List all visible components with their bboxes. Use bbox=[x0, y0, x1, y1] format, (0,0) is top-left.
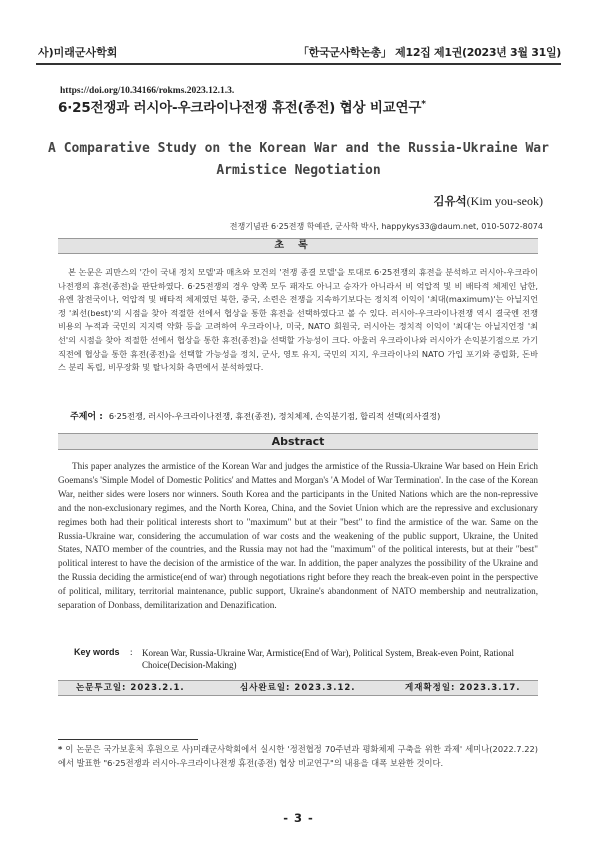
footnote-text: 이 논문은 국가보훈처 후원으로 사)미래군사학회에서 실시한 '정전협정 70주년과 평화체제 구축을 위한 과제' 세미나(2022.7.22)에서 발표한 "6·25전쟁과 러시아-우크라이나전쟁 휴전(종전) 협상 비교연구"의 내용을 대폭 보완한 것이다. bbox=[58, 744, 538, 768]
korean-keywords-label: 주제어 : bbox=[70, 412, 103, 422]
author-name-ko: 김유석 bbox=[433, 194, 467, 208]
korean-keywords bbox=[70, 409, 440, 422]
date-accepted: 게재확정일: 2023.3.17. bbox=[405, 683, 521, 693]
korean-abstract-text: 본 논문은 괴만스의 '간이 국내 정치 모델'과 매츠와 모건의 '전쟁 종결 모델'을 토대로 6·25전쟁의 휴전을 분석하고 러시아-우크라이나전쟁의 휴전(종전)을 판단하였다. 6·25전쟁의 경우 양쪽 모두 패자도 아니고 승자가 아니라서 비 억압적 및 비 배타적 체제인 남한, 유엔 참전국이나, 억압적 및 배타적 체제였던 북한, 중국, 소련은 전쟁을 지속하기보다는 정치적 이익이 '최대(maximum)'는 아닐지언정 '최선(best)'의 시점을 찾아 적절한 선에서 협상을 통한 휴전을 선택하였다고 볼 수 있다. 러시아-우크라이나전쟁 역시 결국엔 전쟁 비용의 누적과 국민의 지지력 약화 등을 고려하여 우크라이나, 미국, NATO 회원국, 러시아는 정치적 이익이 '최대'는 아닐지언정 '최선'의 시점을 찾아 적절한 선에서 협상을 통한 휴전(종전)을 선택할 가능성이 크다. 아울러 우크라이나와 러시아가 손익분기점으로 가기 직전에 협상을 통한 휴전(종전)을 선택할 가능성을 정치, 군사, 영토 유지, 국민의 지지, 우크라이나의 NATO 가입 포기와 중립화, 돈바스 분리 독립, 비무장화 및 탈나치화 측면에서 분석하였다. bbox=[58, 267, 538, 373]
english-keywords-label: Key words bbox=[74, 647, 120, 657]
title-footnote-marker: * bbox=[421, 99, 426, 110]
korean-keywords-value: 6·25전쟁, 러시아-우크라이나전쟁, 휴전(종전), 정치체제, 손익분기점, 합리적 선택(의사결정) bbox=[108, 411, 441, 421]
english-abstract-text: This paper analyzes the armistice of the Korean War and judges the armistice of the Russia-Ukraine War based on Hein Erich Goemans's 'Simple Model of Domestic Politics' and Mattes and Morgan's 'A Model of War Termination'. In the case of the Korean War, neither sides were losers nor winners. South Korea and the participants in the United Nations which are the non-repressive and the non-exclusionary regimes, and the North Korea, China, and the Soviet Union which are the repressive and exclusionary regimes both had their political interests short to "maximum" but at their "best" to find the armistice of the war. Same on the Russia-Ukraine war, considering the accumulation of war costs and the weakening of the public support, Ukraine, the United States, NATO member of the countries, and the Russia may not had the "maximum" of the political interests, but at their "best" political interest to have the decision of the armistice of the war. In addition, the paper analyzes the possibility of the Ukraine and the Russia deciding the armistice(end of war) through negotiations right before they reach the break-even point in the perspective of political, military, territorial maintenance, public support, Ukraine's abandonment of NATO membership and neutralization, separation of Donbass, demilitarization and Denazification. bbox=[58, 461, 538, 611]
page-number: - 3 - bbox=[283, 811, 314, 825]
header-rule bbox=[36, 63, 561, 65]
doi-link[interactable]: https://doi.org/10.34166/rokms.2023.12.1.3. bbox=[60, 86, 235, 96]
submission-dates bbox=[58, 680, 538, 696]
footnote bbox=[58, 742, 538, 770]
korean-title-text: 6·25전쟁과 러시아-우크라이나전쟁 휴전(종전) 협상 비교연구 bbox=[58, 100, 422, 116]
korean-title bbox=[58, 96, 426, 116]
korean-abstract bbox=[58, 266, 538, 375]
english-title-line-1: A Comparative Study on the Korean War and the Russia-Ukraine War bbox=[48, 141, 549, 156]
english-keywords-colon: : bbox=[130, 647, 133, 657]
english-abstract-heading: Abstract bbox=[58, 433, 538, 450]
journal-citation: 「한국군사학논총」 제12집 제1권(2023년 3월 31일) bbox=[297, 46, 561, 59]
author-affiliation: 전쟁기념관 6·25전쟁 학예관, 군사학 박사, happykys33@daum.net, 010-5072-8074 bbox=[229, 222, 543, 231]
english-title bbox=[40, 138, 557, 182]
footnote-marker: * bbox=[58, 744, 63, 754]
korean-abstract-heading: 초록 bbox=[58, 238, 538, 254]
date-received: 논문투고일: 2023.2.1. bbox=[76, 683, 185, 693]
author-name-en: (Kim you-seok) bbox=[466, 194, 543, 208]
english-abstract bbox=[58, 460, 538, 613]
english-keywords-value: Korean War, Russia-Ukraine War, Armistice(End of War), Political System, Break-even Point, Rational Choice(Decision-Making) bbox=[142, 648, 515, 670]
publisher-name: 사)미래군사학회 bbox=[38, 46, 118, 59]
author bbox=[433, 193, 543, 209]
footnote-rule bbox=[58, 739, 198, 740]
date-reviewed: 심사완료일: 2023.3.12. bbox=[240, 683, 356, 693]
english-title-line-2: Armistice Negotiation bbox=[216, 163, 381, 178]
